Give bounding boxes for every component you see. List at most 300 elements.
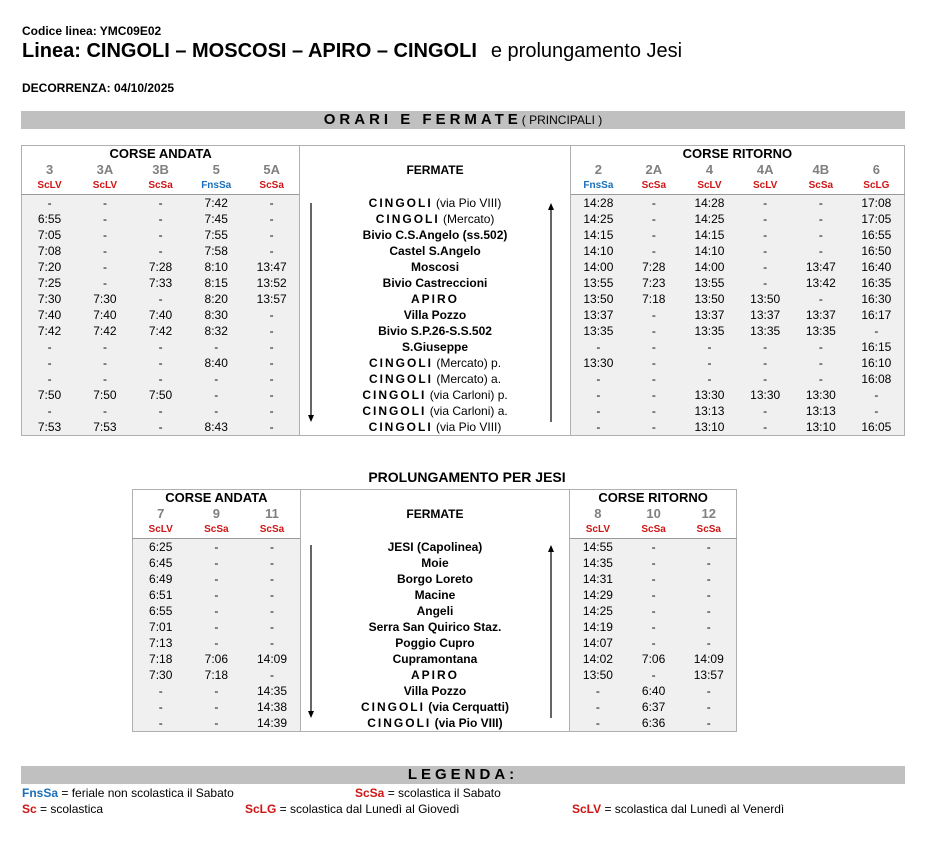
andata-time: - (77, 227, 133, 243)
andata-time: - (244, 243, 300, 259)
ritorno-time: - (626, 403, 682, 419)
andata-time: - (244, 603, 300, 619)
ritorno-time: 14:28 (570, 195, 626, 212)
andata-time: 7:33 (133, 275, 189, 291)
ritorno-time: 14:25 (570, 603, 626, 619)
stop-label: CINGOLI (362, 388, 427, 402)
decorrenza: DECORRENZA: 04/10/2025 (22, 81, 175, 95)
ritorno-time: - (682, 603, 737, 619)
stop-detail: (via Pio VIII) (436, 195, 502, 210)
andata-time: 7:42 (77, 323, 133, 339)
stop-label: CINGOLI (369, 372, 434, 386)
ritorno-run-number: 4 (705, 162, 714, 177)
stop-detail: (Mercato) (443, 212, 495, 226)
ritorno-time: 14:15 (682, 227, 738, 243)
ritorno-time: - (570, 387, 626, 403)
stop-detail: (via Carloni) p. (429, 388, 508, 402)
ritorno-time: 13:50 (682, 291, 738, 307)
ritorno-time: - (793, 291, 849, 307)
stop-label: Serra San Quirico Staz. (368, 620, 502, 634)
stop-label: Cupramontana (392, 652, 478, 666)
andata-time: - (244, 195, 300, 212)
legend-value: = scolastica il Sabato (384, 786, 501, 800)
andata-time: 13:57 (244, 291, 300, 307)
ritorno-run-number: 2 (594, 162, 603, 177)
ritorno-time: - (626, 571, 682, 587)
ritorno-time: - (682, 619, 737, 635)
andata-run-number: 7 (157, 506, 165, 521)
ritorno-time: 16:40 (849, 259, 905, 275)
ritorno-time: 14:29 (570, 587, 626, 603)
ritorno-time: - (737, 275, 793, 291)
ritorno-time: 17:05 (849, 211, 905, 227)
ritorno-time: - (626, 555, 682, 571)
ritorno-time: 14:19 (570, 619, 626, 635)
legend-key: Sc (22, 802, 37, 816)
ritorno-time: 16:08 (849, 371, 905, 387)
legend-title: LEGENDA: (407, 766, 519, 783)
andata-time: - (188, 571, 244, 587)
andata-run-number: 11 (265, 506, 279, 521)
ritorno-time: 14:35 (570, 555, 626, 571)
andata-run-type: ScLV (133, 522, 189, 539)
andata-time: - (244, 571, 300, 587)
andata-time: - (244, 667, 300, 683)
fermate-header: FERMATE (300, 146, 571, 195)
stop-label: CINGOLI (369, 356, 434, 370)
andata-time: 6:55 (133, 603, 189, 619)
legend-key: ScLV (572, 802, 602, 816)
andata-time: 7:08 (22, 243, 78, 259)
ritorno-time: 13:37 (682, 307, 738, 323)
ritorno-time: - (682, 683, 737, 699)
ritorno-time: 13:37 (793, 307, 849, 323)
andata-run-type: FnsSa (188, 178, 244, 195)
andata-time: 6:49 (133, 571, 189, 587)
andata-run-number: 9 (212, 506, 220, 521)
andata-time: - (77, 259, 133, 275)
ritorno-time: - (626, 387, 682, 403)
legend-value: = scolastica dal Lunedì al Giovedì (276, 802, 460, 816)
ritorno-run-number: 4B (812, 162, 830, 177)
ritorno-time: 13:30 (737, 387, 793, 403)
ritorno-time: 13:10 (682, 419, 738, 436)
andata-time: - (244, 419, 300, 436)
ritorno-time: 14:28 (682, 195, 738, 212)
stop-label: Bivio C.S.Angelo (ss.502) (362, 228, 508, 242)
andata-time: - (188, 371, 244, 387)
ritorno-run-number: 8 (594, 506, 602, 521)
ritorno-time: - (682, 635, 737, 651)
ritorno-run-number: 6 (872, 162, 880, 177)
andata-time: - (77, 355, 133, 371)
ritorno-time: - (626, 339, 682, 355)
ritorno-run-type: ScSa (682, 522, 737, 539)
ritorno-time: - (793, 355, 849, 371)
ritorno-time: 13:35 (793, 323, 849, 339)
ritorno-time: - (626, 539, 682, 556)
stop-detail: (via Carloni) a. (429, 404, 508, 418)
andata-time: 7:28 (133, 259, 189, 275)
ritorno-time: 14:07 (570, 635, 626, 651)
andata-time: - (133, 211, 189, 227)
ritorno-time: 14:00 (570, 259, 626, 275)
andata-time: 7:40 (133, 307, 189, 323)
andata-run-type: ScSa (188, 522, 244, 539)
andata-time: 14:09 (244, 651, 300, 667)
ritorno-time: - (793, 195, 849, 212)
ritorno-time: - (570, 419, 626, 436)
andata-time: - (77, 403, 133, 419)
andata-time: - (244, 227, 300, 243)
ritorno-time: - (793, 211, 849, 227)
andata-time: - (244, 635, 300, 651)
andata-time: 13:52 (244, 275, 300, 291)
andata-time: - (77, 339, 133, 355)
andata-run-number: 5 (212, 162, 220, 177)
ritorno-time: 16:50 (849, 243, 905, 259)
ritorno-header: CORSE RITORNO (598, 490, 708, 505)
andata-time: - (244, 355, 300, 371)
ritorno-time: - (570, 371, 626, 387)
andata-time: - (244, 211, 300, 227)
ritorno-time: - (626, 603, 682, 619)
andata-time: 8:40 (188, 355, 244, 371)
ritorno-time: - (682, 355, 738, 371)
ritorno-time: - (570, 683, 626, 699)
andata-time: 7:20 (22, 259, 78, 275)
andata-time: 7:18 (188, 667, 244, 683)
andata-time: - (188, 635, 244, 651)
stop-label: Macine (414, 588, 456, 602)
ritorno-time: - (626, 619, 682, 635)
up-arrow-head (548, 545, 554, 552)
andata-time: 7:45 (188, 211, 244, 227)
ritorno-time: 7:18 (626, 291, 682, 307)
andata-time: 7:06 (188, 651, 244, 667)
legend-key: ScSa (355, 786, 385, 800)
ritorno-time: 13:35 (682, 323, 738, 339)
ritorno-time: - (737, 259, 793, 275)
andata-time: 7:25 (22, 275, 78, 291)
ritorno-run-number: 4A (756, 162, 774, 177)
andata-run-type: ScSa (133, 178, 189, 195)
ritorno-time: - (737, 227, 793, 243)
stop-label: Moie (421, 556, 449, 570)
andata-time: 7:50 (133, 387, 189, 403)
ritorno-time: - (793, 371, 849, 387)
ritorno-run-type: ScLV (570, 522, 626, 539)
andata-header: CORSE ANDATA (165, 490, 268, 505)
andata-time: - (133, 339, 189, 355)
ritorno-time: - (849, 387, 905, 403)
andata-time: 7:40 (77, 307, 133, 323)
ritorno-time: - (737, 243, 793, 259)
ritorno-time: - (737, 355, 793, 371)
section1-title: ORARI E FERMATE (323, 111, 522, 128)
andata-time: - (244, 387, 300, 403)
ritorno-time: 16:30 (849, 291, 905, 307)
ritorno-time: 13:13 (682, 403, 738, 419)
andata-time: 14:39 (244, 715, 300, 732)
andata-time: - (22, 355, 78, 371)
stop-detail: (via Pio VIII) (436, 420, 502, 434)
ritorno-time: - (737, 403, 793, 419)
ritorno-time: - (626, 211, 682, 227)
andata-time: - (244, 555, 300, 571)
ritorno-time: 13:35 (570, 323, 626, 339)
andata-time: - (133, 683, 189, 699)
andata-run-type: ScLV (77, 178, 133, 195)
ritorno-time: - (626, 371, 682, 387)
ritorno-time: 14:25 (570, 211, 626, 227)
andata-time: - (244, 587, 300, 603)
stop-detail: (via Cerquatti) (428, 700, 509, 714)
ritorno-time: 13:50 (737, 291, 793, 307)
andata-time: - (244, 371, 300, 387)
andata-time: 8:43 (188, 419, 244, 436)
ritorno-time: 7:06 (626, 651, 682, 667)
stop-label: CINGOLI (367, 716, 432, 730)
andata-time: - (188, 539, 244, 556)
ritorno-time: - (626, 667, 682, 683)
ritorno-time: 16:15 (849, 339, 905, 355)
ritorno-time: 13:37 (737, 307, 793, 323)
ritorno-time: 13:30 (793, 387, 849, 403)
andata-run-type: ScSa (244, 522, 300, 539)
andata-time: - (188, 587, 244, 603)
ritorno-time: 14:10 (570, 243, 626, 259)
ritorno-time: - (626, 195, 682, 212)
ritorno-time: 14:25 (682, 211, 738, 227)
ritorno-time: 16:05 (849, 419, 905, 436)
andata-time: - (188, 715, 244, 732)
fermate-header: FERMATE (300, 490, 570, 539)
andata-time: - (244, 539, 300, 556)
stop-label: Borgo Loreto (396, 572, 473, 586)
andata-time: - (244, 619, 300, 635)
ritorno-time: 13:47 (793, 259, 849, 275)
andata-run-number: 3B (152, 162, 169, 177)
ritorno-time: 13:55 (682, 275, 738, 291)
andata-time: - (22, 195, 78, 212)
ritorno-time: 14:15 (570, 227, 626, 243)
andata-time: 14:38 (244, 699, 300, 715)
ritorno-run-type: ScSa (626, 522, 682, 539)
ritorno-run-type: ScLG (849, 178, 905, 195)
andata-time: - (188, 699, 244, 715)
stop-detail: (Mercato) p. (436, 356, 502, 370)
section1-subtitle: ( PRINCIPALI ) (521, 113, 603, 127)
ritorno-time: 7:23 (626, 275, 682, 291)
ritorno-run-type: ScSa (793, 178, 849, 195)
ritorno-time: - (682, 571, 737, 587)
stop-label: Poggio Cupro (395, 636, 475, 650)
andata-time: - (77, 243, 133, 259)
ritorno-time: - (682, 339, 738, 355)
ritorno-run-type: ScSa (626, 178, 682, 195)
stop-label: CINGOLI (362, 404, 427, 418)
legend-value: = scolastica dal Lunedì al Venerdì (601, 802, 785, 816)
andata-time: - (133, 243, 189, 259)
andata-time: - (188, 339, 244, 355)
ritorno-time: 14:09 (682, 651, 737, 667)
andata-time: 7:30 (77, 291, 133, 307)
andata-run-number: 5A (263, 162, 280, 177)
title-extension: e prolungamento Jesi (490, 40, 683, 62)
andata-run-number: 3 (45, 162, 54, 177)
andata-time: - (77, 211, 133, 227)
ritorno-time: - (626, 323, 682, 339)
legend-value: = feriale non scolastica il Sabato (58, 786, 234, 800)
ritorno-time: 6:37 (626, 699, 682, 715)
ritorno-time: - (793, 339, 849, 355)
legend-bar (21, 766, 905, 784)
andata-time: - (244, 323, 300, 339)
andata-time: 7:42 (22, 323, 78, 339)
ritorno-time: 7:28 (626, 259, 682, 275)
ritorno-time: 16:10 (849, 355, 905, 371)
ritorno-time: - (626, 307, 682, 323)
ritorno-time: - (570, 699, 626, 715)
stop-label: Moscosi (411, 260, 460, 274)
legend-item-scsa (355, 786, 501, 800)
line-code: Codice linea: YMC09E02 (22, 24, 162, 38)
ritorno-time: 13:30 (682, 387, 738, 403)
stop-label: CINGOLI (360, 700, 425, 714)
ritorno-time: 16:55 (849, 227, 905, 243)
andata-time: 7:50 (22, 387, 78, 403)
stop-label: Bivio S.P.26-S.S.502 (378, 324, 492, 338)
andata-time: 14:35 (244, 683, 300, 699)
ritorno-time: - (793, 243, 849, 259)
andata-time: - (188, 619, 244, 635)
ritorno-time: - (737, 371, 793, 387)
ritorno-time: - (626, 635, 682, 651)
ritorno-time: 16:35 (849, 275, 905, 291)
title-main: Linea: CINGOLI – MOSCOSI – APIRO – CINGOLI (22, 40, 477, 62)
ritorno-time: - (626, 587, 682, 603)
stop-label: Castel S.Angelo (389, 244, 481, 258)
andata-time: 8:10 (188, 259, 244, 275)
ritorno-time: - (682, 371, 738, 387)
ritorno-time: - (737, 339, 793, 355)
andata-time: 6:55 (22, 211, 78, 227)
ritorno-time: - (849, 323, 905, 339)
ritorno-run-type: FnsSa (570, 178, 626, 195)
andata-time: 7:58 (188, 243, 244, 259)
andata-time: 7:30 (133, 667, 189, 683)
andata-time: 7:42 (133, 323, 189, 339)
stop-label: CINGOLI (368, 420, 433, 434)
legend-item-sc (22, 802, 103, 816)
legend-item-sclg (245, 802, 459, 816)
andata-time: - (244, 307, 300, 323)
andata-time: 7:18 (133, 651, 189, 667)
ritorno-time: - (570, 715, 626, 732)
ritorno-time: - (682, 715, 737, 732)
ritorno-time: - (626, 243, 682, 259)
andata-run-type: ScLV (22, 178, 78, 195)
andata-time: 7:01 (133, 619, 189, 635)
down-arrow-head (308, 711, 314, 718)
ritorno-time: - (737, 211, 793, 227)
ritorno-header: CORSE RITORNO (682, 146, 793, 161)
ritorno-time: 17:08 (849, 195, 905, 212)
stop-detail: (Mercato) a. (436, 372, 502, 386)
andata-time: 8:30 (188, 307, 244, 323)
andata-time: - (133, 195, 189, 212)
ritorno-time: 13:35 (737, 323, 793, 339)
andata-time: 7:05 (22, 227, 78, 243)
ritorno-time: 13:30 (570, 355, 626, 371)
andata-time: 7:40 (22, 307, 78, 323)
legend-key: FnsSa (22, 786, 59, 800)
andata-time: 7:13 (133, 635, 189, 651)
andata-time: - (188, 387, 244, 403)
ritorno-time: 6:40 (626, 683, 682, 699)
ritorno-time: - (682, 555, 737, 571)
andata-run-type: ScSa (244, 178, 300, 195)
andata-time: - (77, 195, 133, 212)
andata-time: 6:25 (133, 539, 189, 556)
ritorno-time: - (849, 403, 905, 419)
andata-time: 7:53 (22, 419, 78, 436)
ritorno-time: - (737, 419, 793, 436)
stop-label: CINGOLI (368, 195, 433, 210)
andata-time: - (133, 371, 189, 387)
ritorno-time: 13:37 (570, 307, 626, 323)
ritorno-time: - (626, 227, 682, 243)
andata-time: - (22, 403, 78, 419)
andata-time: - (77, 371, 133, 387)
ritorno-time: 13:55 (570, 275, 626, 291)
andata-time: - (188, 403, 244, 419)
ritorno-run-number: 12 (701, 506, 716, 521)
ritorno-run-type: ScLV (682, 178, 738, 195)
andata-time: - (188, 603, 244, 619)
legend-item-sclv (572, 802, 784, 816)
ritorno-time: 16:17 (849, 307, 905, 323)
ritorno-time: 14:02 (570, 651, 626, 667)
ritorno-time: - (793, 227, 849, 243)
ritorno-time: - (570, 403, 626, 419)
andata-time: - (133, 403, 189, 419)
andata-time: - (133, 715, 189, 732)
andata-time: 7:30 (22, 291, 78, 307)
ritorno-time: 14:55 (570, 539, 626, 556)
andata-time: - (244, 339, 300, 355)
ritorno-time: - (682, 699, 737, 715)
stop-label: S.Giuseppe (402, 340, 469, 354)
ritorno-time: 13:57 (682, 667, 737, 683)
andata-time: 8:15 (188, 275, 244, 291)
andata-time: 7:53 (77, 419, 133, 436)
andata-time: - (133, 419, 189, 436)
andata-time: - (244, 403, 300, 419)
andata-time: 13:47 (244, 259, 300, 275)
andata-header: CORSE ANDATA (109, 146, 212, 161)
ritorno-time: 14:31 (570, 571, 626, 587)
stop-label: Villa Pozzo (403, 684, 467, 698)
andata-time: - (133, 699, 189, 715)
ritorno-time: - (626, 419, 682, 436)
stop-label: APIRO (411, 292, 460, 306)
ritorno-run-number: 2A (645, 162, 663, 177)
ritorno-time: 14:10 (682, 243, 738, 259)
ritorno-run-type: ScLV (737, 178, 793, 195)
ritorno-time: 13:10 (793, 419, 849, 436)
